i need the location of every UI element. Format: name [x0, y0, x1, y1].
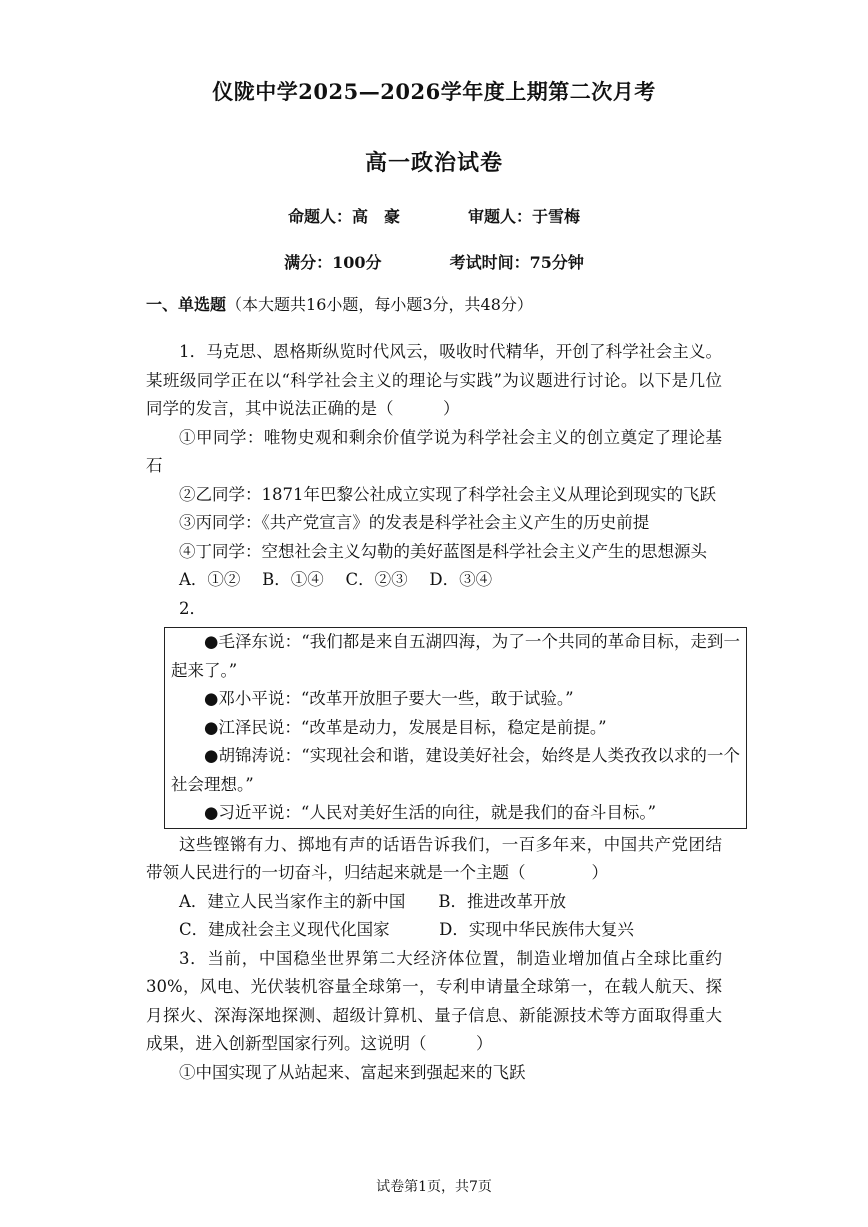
q2-quote-box	[164, 627, 747, 829]
q1-statement-1: ①甲同学：唯物史观和剩余价值学说为科学社会主义的创立奠定了理论基石	[146, 427, 722, 475]
q1-statement-4: ④丁同学：空想社会主义勾勒的美好蓝图是科学社会主义产生的思想源头	[179, 541, 707, 561]
section-note: （本大题共16小题，每小题3分，共48分）	[226, 295, 533, 314]
section-title: 一、单选题	[146, 295, 227, 314]
q1-statement-2: ②乙同学：1871年巴黎公社成立实现了科学社会主义从理论到现实的飞跃	[179, 484, 716, 504]
author-label: 命题人：高 豪	[287, 207, 400, 226]
q2-quote: ●胡锦涛说：“实现社会和谐，建设美好社会，始终是人类孜孜以求的一个社会理想。”	[171, 746, 740, 794]
reviewer-label: 审题人：于雪梅	[468, 207, 581, 226]
q1-statement-3: ③丙同学：《共产党宣言》的发表是科学社会主义产生的历史前提	[179, 513, 650, 532]
q2-options-row-2: C．建成社会主义现代化国家 D．实现中华民族伟大复兴	[179, 920, 634, 939]
q1-options: A．①② B．①④ C．②③ D．③④	[179, 570, 493, 589]
q3-statement-1: ①中国实现了从站起来、富起来到强起来的飞跃	[179, 1062, 526, 1082]
q2-quote: ●江泽民说：“改革是动力，发展是目标，稳定是前提。”	[204, 717, 607, 737]
section-heading	[146, 292, 533, 315]
q1-stem: 1．马克思、恩格斯纵览时代风云，吸收时代精华，开创了科学社会主义。某班级同学正在以“科学社会主义的理论与实践”为议题进行讨论。以下是几位同学的发言，其中说法正确的是（ ）	[146, 342, 722, 418]
q3-stem: 3．当前，中国稳坐世界第二大经济体位置，制造业增加值占全球比重约30%，风电、光伏装机容量全球第一，专利申请量全球第一，在载人航天、探月探火、深海深地探测、超级计算机、量子信息、新能源技术等方面取得重大成果，进入创新型国家行列。这说明（ ）	[146, 948, 722, 1053]
q2-stem: 这些铿锵有力、掷地有声的话语告诉我们，一百多年来，中国共产党团结带领人民进行的一切奋斗，归结起来就是一个主题（ ）	[146, 834, 722, 882]
q2-quote: ●邓小平说：“改革开放胆子要大一些，敢于试验。”	[204, 689, 574, 708]
q2-options-row-1: A．建立人民当家作主的新中国 B．推进改革开放	[179, 891, 567, 911]
questions-body	[146, 338, 740, 1087]
q2-number: 2．	[179, 598, 206, 618]
author-line	[0, 204, 868, 227]
score-label: 满分：100分	[284, 253, 382, 272]
q2-quote: ●习近平说：“人民对美好生活的向往，就是我们的奋斗目标。”	[204, 803, 657, 822]
time-label: 考试时间：75分钟	[449, 253, 584, 272]
exam-subtitle: 高一政治试卷	[364, 150, 503, 176]
q2-quote: ●毛泽东说：“我们都是来自五湖四海，为了一个共同的革命目标，走到一起来了。”	[171, 632, 740, 680]
exam-title: 仪陇中学2025—2026学年度上期第二次月考	[212, 79, 656, 104]
score-line	[0, 250, 868, 273]
page-footer: 试卷第1页，共7页	[376, 1179, 492, 1195]
